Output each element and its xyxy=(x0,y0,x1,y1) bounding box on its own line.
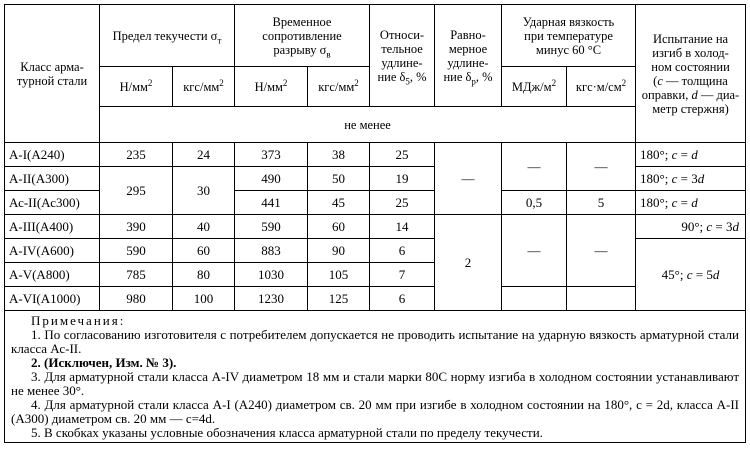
cell-class: А-VI(А1000) xyxy=(5,287,100,311)
cell-elongation: 19 xyxy=(370,167,435,191)
cell-yield-nmm: 235 xyxy=(100,143,173,167)
cell-yield-nmm: 980 xyxy=(100,287,173,311)
cell-class: А-I(А240) xyxy=(5,143,100,167)
header-class: Класс арма- турной стали xyxy=(5,5,100,143)
header-tensile: Временное сопротивление разрыву $\sigma_в$ xyxy=(235,5,370,67)
cell-tensile-kgs: 105 xyxy=(308,263,370,287)
cell-impact-mj-dash: — xyxy=(502,215,567,287)
cell-elongation: 14 xyxy=(370,215,435,239)
cell-class: Ас-II(Ас300) xyxy=(5,191,100,215)
cell-class: А-IV(А600) xyxy=(5,239,100,263)
cell-tensile-nmm: 490 xyxy=(235,167,308,191)
cell-tensile-kgs: 45 xyxy=(308,191,370,215)
cell-yield-kgs: 80 xyxy=(173,263,235,287)
cell-uniform-dash: — xyxy=(435,143,502,215)
header-elongation: Относи- тельное удлине- ние $\delta_5$, % xyxy=(370,5,435,107)
cell-tensile-kgs: 38 xyxy=(308,143,370,167)
cell-yield-kgs: 40 xyxy=(173,215,235,239)
header-impact: Ударная вязкость при температуре минус 60 °С xyxy=(502,5,636,67)
header-not-less: не менее xyxy=(100,107,636,143)
cell-uniform-elongation: 2 xyxy=(435,215,502,311)
note-3: 3. Для арматурной стали класса А-IV диаметром 18 мм и стали марки 80С норму изгиба в холодном состоянии устанавливают не менее 30°. xyxy=(11,369,740,398)
header-yield: Предел текучести $\sigma_т$ xyxy=(100,5,235,67)
table-row xyxy=(5,143,746,167)
unit-impact-kgsm: $кгс\cdot м/см^2$ xyxy=(567,67,636,107)
cell-yield-nmm: 785 xyxy=(100,263,173,287)
cell-impact-kgsm-dash: — xyxy=(567,215,636,287)
cell-tensile-kgs: 90 xyxy=(308,239,370,263)
cell-yield-nmm: 295 xyxy=(100,167,173,215)
cell-tensile-nmm: 1230 xyxy=(235,287,308,311)
cell-elongation: 7 xyxy=(370,263,435,287)
cell-yield-nmm: 590 xyxy=(100,239,173,263)
cell-elongation: 6 xyxy=(370,287,435,311)
cell-tensile-kgs: 125 xyxy=(308,287,370,311)
cell-tensile-kgs: 50 xyxy=(308,167,370,191)
cell-yield-kgs: 60 xyxy=(173,239,235,263)
cell-tensile-nmm: 590 xyxy=(235,215,308,239)
cell-elongation: 25 xyxy=(370,143,435,167)
cell-class: А-III(А400) xyxy=(5,215,100,239)
cell-bend: 180°; c = d xyxy=(636,191,746,215)
cell-impact-spacer xyxy=(502,287,567,311)
cell-impact-mj: 0,5 xyxy=(502,191,567,215)
cell-impact-kgsm-dash: — xyxy=(567,143,636,191)
header-uniform-elongation: Равно- мерное удлине- ние $\delta_р$, % xyxy=(435,5,502,107)
note-1: 1. По согласованию изготовителя с потребителем допускается не проводить испытание на ударную вязкость арматурной стали класса Ас-II. xyxy=(11,327,740,356)
cell-yield-kgs: 100 xyxy=(173,287,235,311)
cell-yield-nmm: 390 xyxy=(100,215,173,239)
cell-bend-merged: 45°; c = 5d xyxy=(636,239,746,311)
cell-yield-kgs: 24 xyxy=(173,143,235,167)
notes-title: Примечания: xyxy=(31,313,126,328)
table-row xyxy=(5,287,746,311)
cell-bend: 180°; c = 3d xyxy=(636,167,746,191)
cell-bend: 90°; c = 3d xyxy=(636,215,746,239)
cell-bend: 180°; c = d xyxy=(636,143,746,167)
unit-tensile-nmm: $Н/мм^2$ xyxy=(235,67,308,107)
cell-impact-mj-dash: — xyxy=(502,143,567,191)
cell-tensile-kgs: 60 xyxy=(308,215,370,239)
header-bend: Испытание на изгиб в холод- ном состоянии (с — толщина оправки, d — диа- метр стержня) xyxy=(636,5,746,143)
cell-impact-spacer xyxy=(567,287,636,311)
unit-impact-mj: МДж/$м^2$ xyxy=(502,67,567,107)
unit-yield-kgs: кгс/$мм^2$ xyxy=(173,67,235,107)
note-5: 5. В скобках указаны условные обозначения класса арматурной стали по пределу текучести. xyxy=(31,425,543,440)
cell-class: А-V(А800) xyxy=(5,263,100,287)
cell-impact-kgsm: 5 xyxy=(567,191,636,215)
note-4: 4. Для арматурной стали класса А-I (А240) диаметром св. 20 мм при изгибе в холодном состоянии на 180°, c = 2d, класса А-II (А300) диаметром св. 20 мм — c=4d. xyxy=(11,397,740,426)
cell-tensile-nmm: 441 xyxy=(235,191,308,215)
note-2: 2. (Исключен, Изм. № 3). xyxy=(31,355,177,370)
cell-class: А-II(А300) xyxy=(5,167,100,191)
cell-tensile-nmm: 1030 xyxy=(235,263,308,287)
cell-yield-kgs: 30 xyxy=(173,167,235,215)
unit-tensile-kgs: кгс/$мм^2$ xyxy=(308,67,370,107)
cell-tensile-nmm: 883 xyxy=(235,239,308,263)
cell-elongation: 6 xyxy=(370,239,435,263)
cell-tensile-nmm: 373 xyxy=(235,143,308,167)
unit-yield-nmm: $Н/мм^2$ xyxy=(100,67,173,107)
table-row xyxy=(5,215,746,239)
reinforcing-steel-properties-table xyxy=(4,4,746,443)
notes-section xyxy=(5,311,746,443)
cell-elongation: 25 xyxy=(370,191,435,215)
